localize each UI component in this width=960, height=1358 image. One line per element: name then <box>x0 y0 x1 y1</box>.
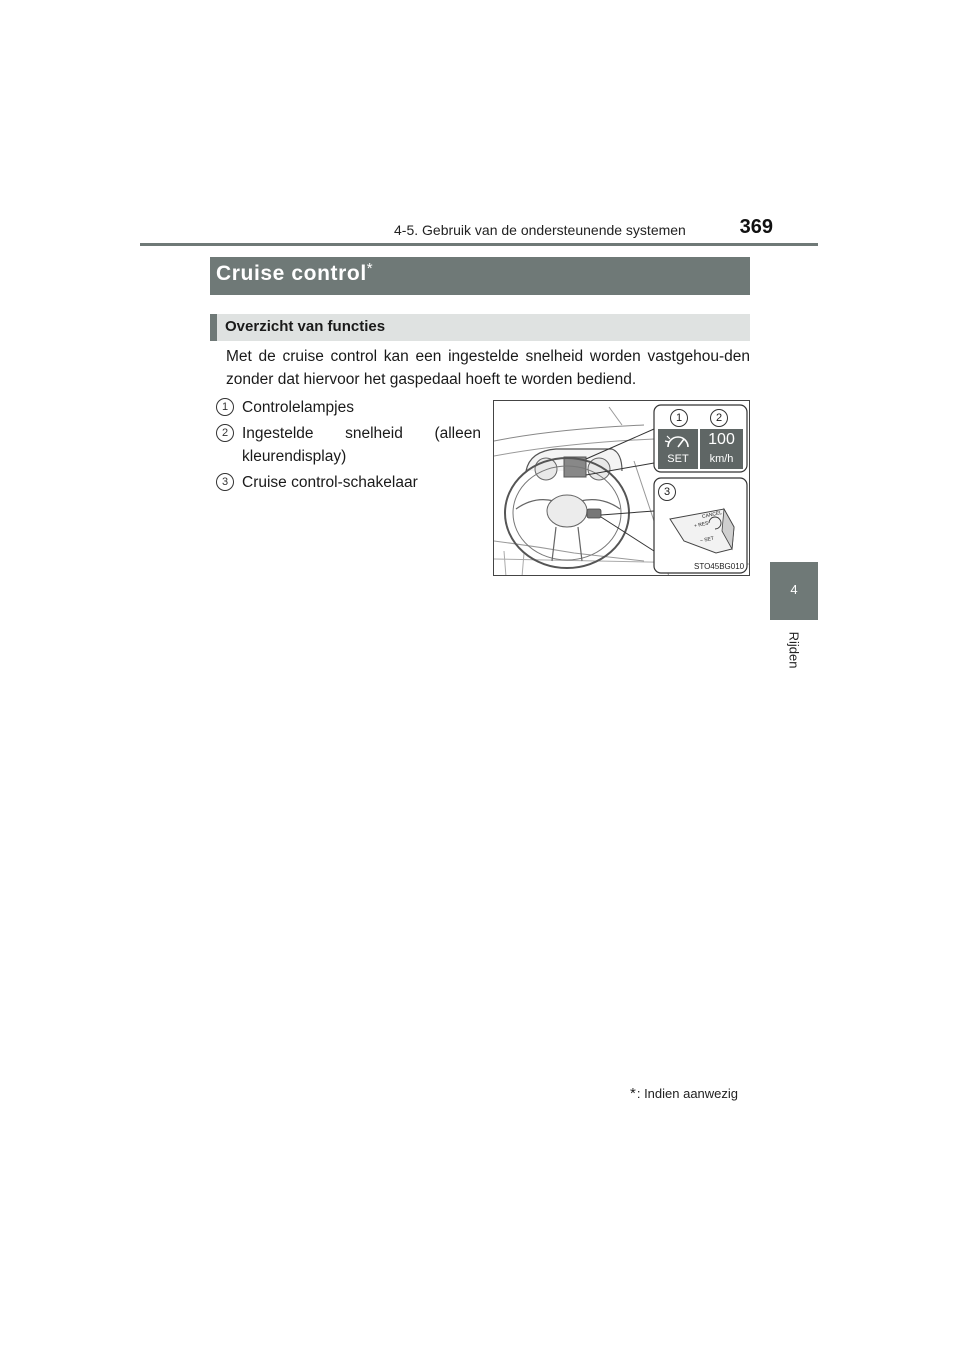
section-reference: 4-5. Gebruik van de ondersteunende systemen <box>394 222 686 238</box>
set-speed-unit: km/h <box>709 453 734 465</box>
illustration-svg <box>494 401 750 576</box>
list-item-text: Controlelampjes <box>242 399 354 416</box>
callout-1: 1 <box>670 409 688 427</box>
cruise-control-illustration <box>493 400 750 576</box>
stalk-label-res: + RES <box>693 520 710 530</box>
number-marker: 2 <box>216 424 234 442</box>
list-item <box>216 422 481 468</box>
callout-2: 2 <box>710 409 728 427</box>
page-number: 369 <box>739 216 773 238</box>
list-item-text: Cruise control-schakelaar <box>242 474 418 491</box>
intro-paragraph: Met de cruise control kan een ingestelde snelheid worden vastgehou-den zonder dat hiervoor het gaspedaal hoeft te worden bediend. <box>226 348 750 388</box>
chapter-number: 4 <box>790 582 798 597</box>
chapter-name: Rijden <box>786 631 802 669</box>
figure-code: STO45BG010 <box>694 562 745 571</box>
list-item <box>216 471 481 494</box>
set-speed-value: 100 <box>708 431 735 448</box>
subsection-accent <box>210 314 217 341</box>
list-item-text: Ingestelde snelheid (alleen <box>242 425 481 442</box>
subsection-title: Overzicht van functies <box>225 318 386 335</box>
list-item-text-continued: kleurendisplay) <box>242 448 347 465</box>
number-marker: 1 <box>216 398 234 416</box>
section-title-bar <box>210 257 750 295</box>
chapter-tab <box>770 562 818 620</box>
callout-list <box>216 396 481 497</box>
running-header <box>370 214 775 244</box>
section-title <box>216 262 373 286</box>
footnote <box>630 1085 738 1102</box>
stalk-label-set: − SET <box>699 535 715 545</box>
section-title-text: Cruise control <box>216 262 367 285</box>
footnote-asterisk: * <box>630 1085 636 1102</box>
title-asterisk: * <box>366 260 374 277</box>
stalk-label-cancel: CANCEL <box>701 509 723 521</box>
callout-3: 3 <box>658 483 676 501</box>
footnote-text: : Indien aanwezig <box>636 1086 739 1101</box>
number-marker: 3 <box>216 473 234 491</box>
list-item <box>216 396 481 419</box>
subsection-title-bar <box>210 314 750 341</box>
set-indicator-label: SET <box>667 453 689 465</box>
header-rule <box>140 243 818 246</box>
